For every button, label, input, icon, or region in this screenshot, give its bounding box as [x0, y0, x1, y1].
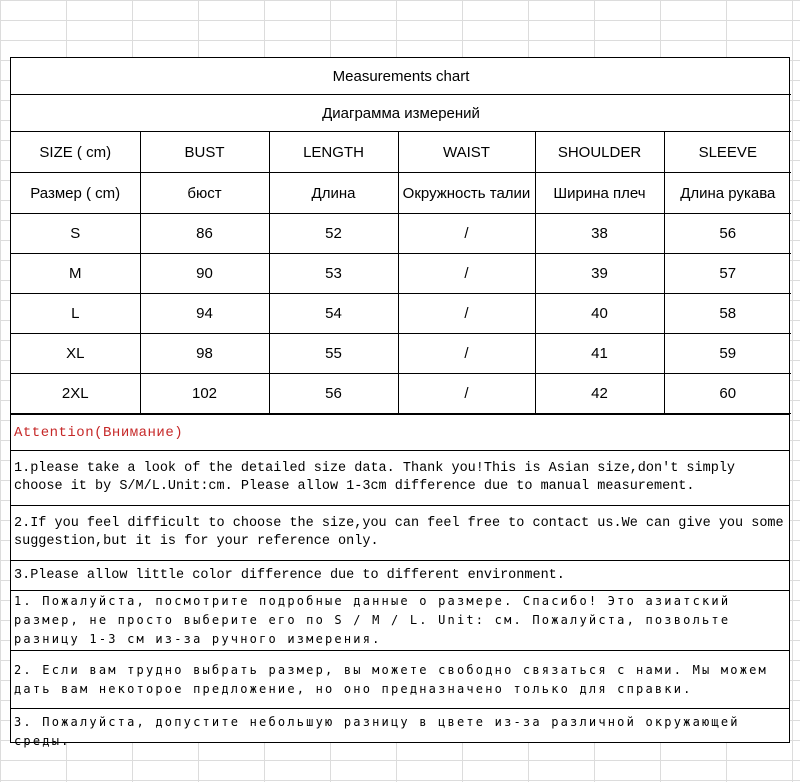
attention-heading: Attention(Внимание)	[11, 414, 789, 450]
shoulder-cell: 39	[535, 254, 664, 294]
bust-cell: 102	[140, 374, 269, 414]
size-cell: M	[11, 254, 140, 294]
note-en-2: 2.If you feel difficult to choose the size,you can feel free to contact us.We can give you some suggestion,but it is for your reference only.	[11, 505, 789, 560]
header-waist-ru: Окружность талии	[398, 173, 535, 214]
sleeve-cell: 57	[664, 254, 791, 294]
bust-cell: 98	[140, 334, 269, 374]
sleeve-cell: 58	[664, 294, 791, 334]
table-row	[11, 294, 791, 334]
header-length: LENGTH	[269, 132, 398, 173]
header-sleeve: SLEEVE	[664, 132, 791, 173]
sleeve-cell: 59	[664, 334, 791, 374]
shoulder-cell: 38	[535, 214, 664, 254]
header-sleeve-ru: Длина рукава	[664, 173, 791, 214]
header-length-ru: Длина	[269, 173, 398, 214]
shoulder-cell: 40	[535, 294, 664, 334]
sleeve-cell: 56	[664, 214, 791, 254]
header-bust: BUST	[140, 132, 269, 173]
note-en-3: 3.Please allow little color difference due to different environment.	[11, 560, 789, 590]
table-row	[11, 334, 791, 374]
bust-cell: 90	[140, 254, 269, 294]
size-cell: S	[11, 214, 140, 254]
size-cell: XL	[11, 334, 140, 374]
waist-cell: /	[398, 214, 535, 254]
header-size-ru: Размер ( cm)	[11, 173, 140, 214]
length-cell: 53	[269, 254, 398, 294]
header-bust-ru: бюст	[140, 173, 269, 214]
chart-subtitle: Диаграмма измерений	[11, 95, 791, 132]
shoulder-cell: 42	[535, 374, 664, 414]
length-cell: 52	[269, 214, 398, 254]
header-size: SIZE ( cm)	[11, 132, 140, 173]
waist-cell: /	[398, 254, 535, 294]
note-ru-1: 1. Пожалуйста, посмотрите подробные данные о размере. Спасибо! Это азиатский размер, не просто выберите его по S / M / L. Unit: см. Пожалуйста, позвольте разницу 1-3 см из-за ручного измерения.	[11, 590, 789, 650]
measurements-sheet	[10, 57, 790, 748]
chart-title: Measurements chart	[11, 58, 791, 95]
waist-cell: /	[398, 294, 535, 334]
measurements-table	[11, 58, 791, 414]
shoulder-cell: 41	[535, 334, 664, 374]
table-row	[11, 374, 791, 414]
header-row-en	[11, 132, 791, 173]
bust-cell: 86	[140, 214, 269, 254]
table-row	[11, 214, 791, 254]
sleeve-cell: 60	[664, 374, 791, 414]
length-cell: 56	[269, 374, 398, 414]
note-ru-2: 2. Если вам трудно выбрать размер, вы можете свободно связаться с нами. Мы можем дать вам некоторое предложение, но оно предназначено только для справки.	[11, 650, 789, 708]
waist-cell: /	[398, 334, 535, 374]
header-waist: WAIST	[398, 132, 535, 173]
header-shoulder: SHOULDER	[535, 132, 664, 173]
waist-cell: /	[398, 374, 535, 414]
length-cell: 54	[269, 294, 398, 334]
note-ru-3: 3. Пожалуйста, допустите небольшую разницу в цвете из-за различной окружающей среды.	[11, 708, 789, 754]
length-cell: 55	[269, 334, 398, 374]
size-cell: 2XL	[11, 374, 140, 414]
header-shoulder-ru: Ширина плеч	[535, 173, 664, 214]
header-row-ru	[11, 173, 791, 214]
note-en-1: 1.please take a look of the detailed size data. Thank you!This is Asian size,don't simply choose it by S/M/L.Unit:cm. Please allow 1-3cm difference due to manual measurement.	[11, 450, 789, 505]
bust-cell: 94	[140, 294, 269, 334]
table-row	[11, 254, 791, 294]
size-cell: L	[11, 294, 140, 334]
